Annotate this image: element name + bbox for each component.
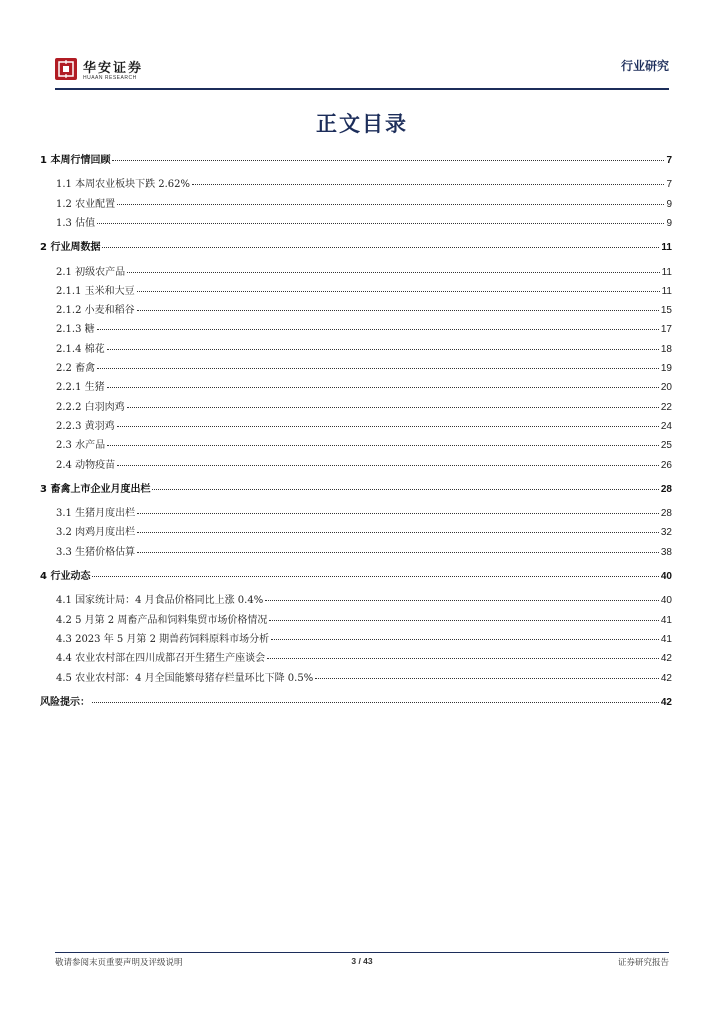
toc-entry-page: 38	[660, 546, 672, 558]
seal-icon	[55, 58, 77, 80]
toc-entry-label: 4.2 5 月第 2 周畜产品和饲料集贸市场价格情况	[56, 614, 268, 626]
toc-entry-page: 40	[660, 571, 672, 582]
toc-entry-page: 28	[660, 483, 672, 495]
logo-subtitle: HUAAN RESEARCH	[83, 75, 137, 81]
toc-subsection[interactable]	[40, 320, 672, 335]
toc-entry-page: 17	[660, 324, 672, 336]
toc-leader-dots	[137, 310, 659, 311]
toc-entry-page: 7	[666, 179, 672, 191]
toc-leader-dots	[192, 184, 664, 185]
toc-entry-label: 3 畜禽上市企业月度出栏	[40, 483, 151, 495]
toc-subsection[interactable]	[40, 630, 672, 645]
toc-entry-page: 26	[660, 459, 672, 471]
toc-entry-label: 3.2 肉鸡月度出栏	[56, 527, 136, 539]
toc-leader-dots	[137, 291, 660, 292]
report-category: 行业研究	[620, 59, 669, 73]
toc-entry-page: 20	[660, 382, 672, 394]
toc-entry-label: 2.1.1 玉米和大豆	[56, 285, 135, 297]
toc-leader-dots	[92, 702, 659, 703]
toc-entry-page: 9	[666, 198, 672, 210]
toc-entry-page: 24	[660, 420, 672, 432]
toc-entry-label: 2.2 畜禽	[56, 363, 96, 374]
toc-entry-label: 2.2.3 黄羽鸡	[56, 420, 115, 432]
toc-leader-dots	[137, 552, 659, 553]
toc-entry-page: 7	[666, 155, 672, 166]
toc-subsection[interactable]	[40, 263, 672, 278]
toc-subsection[interactable]	[40, 523, 672, 538]
toc-subsection[interactable]	[40, 398, 672, 413]
toc-entry-page: 11	[661, 266, 672, 278]
toc-subsection[interactable]	[40, 611, 672, 626]
toc-entry-page: 18	[660, 343, 672, 355]
toc-leader-dots	[117, 465, 659, 466]
report-type: 证券研究报告	[617, 958, 669, 968]
toc-entry-label: 4.3 2023 年 5 月第 2 期兽药饲料原料市场分析	[56, 633, 270, 645]
toc-entry-label: 2.2.1 生猪	[56, 382, 105, 394]
toc-subsection[interactable]	[40, 301, 672, 316]
toc-subsection[interactable]	[40, 175, 672, 190]
toc-subsection[interactable]	[40, 417, 672, 432]
toc-subsection[interactable]	[40, 195, 672, 210]
toc-section[interactable]	[40, 567, 672, 582]
toc-subsection[interactable]	[40, 504, 672, 519]
toc-leader-dots	[265, 600, 659, 601]
toc-entry-label: 2.4 动物疫苗	[56, 459, 116, 471]
toc-subsection[interactable]	[40, 359, 672, 374]
toc-leader-dots	[127, 272, 660, 273]
toc-entry-label: 4.1 国家统计局：4 月食品价格同比上涨 0.4%	[56, 595, 264, 607]
toc-entry-page: 11	[661, 242, 672, 254]
page-title: 正文目录	[316, 112, 408, 136]
toc-subsection[interactable]	[40, 436, 672, 451]
toc-entry-label: 2.1.3 糖	[56, 324, 95, 336]
toc-entry-label: 2.3 水产品	[56, 440, 106, 452]
toc-leader-dots	[127, 407, 659, 408]
toc-entry-label: 1.2 农业配置	[56, 198, 116, 210]
toc-leader-dots	[107, 387, 659, 388]
toc-leader-dots	[97, 368, 659, 369]
footer-divider	[55, 952, 669, 953]
page-number	[55, 956, 669, 966]
toc-leader-dots	[107, 349, 659, 350]
toc-leader-dots	[267, 658, 659, 659]
toc-leader-dots	[117, 204, 664, 205]
toc-entry-label: 2.1 初级农产品	[56, 266, 126, 278]
toc-entry-label: 2 行业周数据	[40, 242, 101, 254]
toc-entry-page: 42	[660, 672, 672, 684]
toc-subsection[interactable]	[40, 456, 672, 471]
page-header	[55, 56, 669, 90]
toc-entry-page: 22	[660, 401, 672, 413]
page-current: 3	[351, 956, 357, 966]
toc-leader-dots	[152, 489, 658, 490]
toc-entry-page: 9	[666, 217, 672, 229]
disclaimer-note: 敬请参阅末页重要声明及评级说明	[55, 958, 183, 968]
toc-leader-dots	[107, 445, 659, 446]
toc-leader-dots	[112, 160, 664, 161]
toc-entry-page: 19	[660, 363, 672, 374]
toc-entry-page: 25	[660, 440, 672, 452]
toc-entry-label: 1 本周行情回顾	[40, 155, 111, 166]
toc-entry-page: 42	[660, 696, 672, 708]
toc-leader-dots	[117, 426, 659, 427]
toc-leader-dots	[97, 223, 664, 224]
logo-name: 华安证券	[83, 61, 144, 76]
toc-entry-label: 3.1 生猪月度出栏	[56, 508, 136, 520]
toc-entry-label: 1.1 本周农业板块下跌 2.62%	[56, 179, 191, 191]
toc-entry-page: 15	[660, 305, 672, 317]
toc-leader-dots	[97, 329, 659, 330]
toc-entry-label: 2.1.4 棉花	[56, 343, 105, 355]
toc-entry-page: 40	[660, 595, 672, 607]
page-footer	[55, 956, 669, 970]
toc-entry-page: 42	[660, 653, 672, 665]
page-separator: /	[356, 956, 364, 966]
toc-entry-page: 41	[660, 633, 672, 645]
toc-leader-dots	[315, 678, 659, 679]
toc-leader-dots	[102, 247, 659, 248]
toc-entry-page: 41	[660, 614, 672, 626]
toc-entry-label: 2.1.2 小麦和稻谷	[56, 305, 135, 317]
page-total: 43	[363, 956, 373, 966]
toc-subsection[interactable]	[40, 669, 672, 684]
toc-entry-label: 4.4 农业农村部在四川成都召开生猪生产座谈会	[56, 653, 266, 665]
toc-entry-label: 1.3 估值	[56, 217, 96, 229]
toc-leader-dots	[137, 532, 659, 533]
toc-leader-dots	[137, 513, 659, 514]
toc-entry-label: 2.2.2 白羽肉鸡	[56, 401, 125, 413]
toc-section[interactable]	[40, 151, 672, 166]
company-logo	[55, 56, 175, 86]
toc-subsection[interactable]	[40, 378, 672, 393]
toc-entry-page: 11	[661, 285, 672, 297]
toc-section[interactable]	[40, 480, 672, 495]
toc-entry-page: 28	[660, 508, 672, 520]
toc-subsection[interactable]	[40, 543, 672, 558]
toc-section[interactable]	[40, 693, 672, 708]
toc-subsection[interactable]	[40, 591, 672, 606]
header-divider	[55, 88, 669, 90]
toc-entry-page: 32	[660, 527, 672, 539]
toc-subsection[interactable]	[40, 282, 672, 297]
toc-entry-label: 风险提示：	[40, 696, 90, 708]
toc-section[interactable]	[40, 238, 672, 253]
toc-subsection[interactable]	[40, 340, 672, 355]
toc-leader-dots	[271, 639, 659, 640]
toc-entry-label: 4 行业动态	[40, 571, 91, 582]
toc-leader-dots	[92, 576, 658, 577]
toc-entry-label: 3.3 生猪价格估算	[56, 546, 136, 558]
toc-subsection[interactable]	[40, 649, 672, 664]
toc-subsection[interactable]	[40, 214, 672, 229]
toc-leader-dots	[269, 620, 659, 621]
toc-entry-label: 4.5 农业农村部：4 月全国能繁母猪存栏量环比下降 0.5%	[56, 672, 314, 684]
